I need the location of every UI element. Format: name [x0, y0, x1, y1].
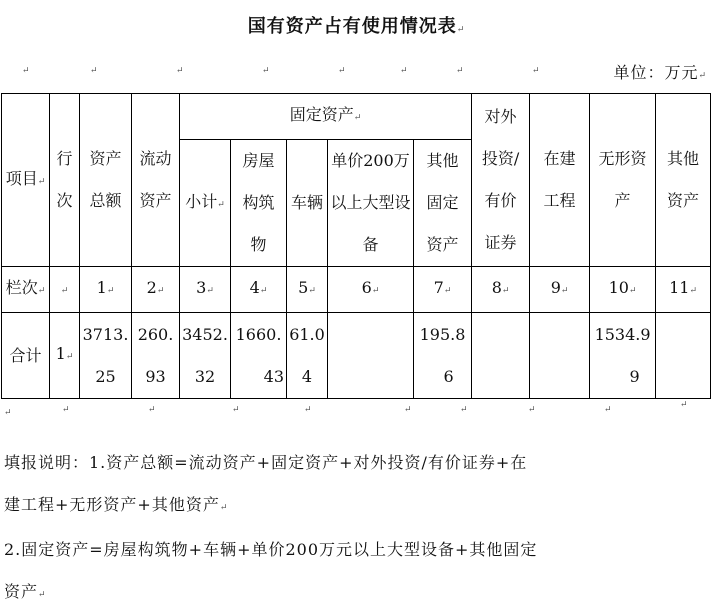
paragraph-mark: ↵: [262, 66, 270, 76]
paragraph-mark: ↵: [528, 405, 536, 415]
large-equipment-value: [328, 313, 414, 399]
paragraph-mark: ↵: [456, 25, 466, 35]
paragraph-mark: ↵: [176, 66, 184, 76]
column-no-10: 10↵: [590, 267, 656, 313]
paragraph-mark: ↵: [338, 66, 346, 76]
column-no-2: 2↵: [132, 267, 180, 313]
paragraph-mark: ↵: [532, 66, 540, 76]
construction-value: [530, 313, 590, 399]
paragraph-mark: ↵: [404, 405, 412, 415]
column-row-label: 栏次↵: [2, 267, 50, 313]
header-item: 项目↵: [2, 94, 50, 267]
vehicles-value: 61.0 4: [287, 313, 328, 399]
column-no-8: 8↵: [472, 267, 530, 313]
paragraph-mark: ↵: [62, 405, 70, 415]
header-intangible: 无形资产: [590, 94, 656, 267]
subtotal-value: 3452. 32: [180, 313, 231, 399]
header-large-equipment: 单价200万以上大型设备: [328, 140, 414, 267]
header-subtotal: 小计↵: [180, 140, 231, 267]
other-fixed-value: 195.8 6: [414, 313, 472, 399]
unit-text: 单位：万元: [613, 63, 699, 82]
column-no-11: 11↵: [656, 267, 711, 313]
column-no-9: 9↵: [530, 267, 590, 313]
buildings-value: 1660. 43: [231, 313, 287, 399]
column-row-empty: ↵: [50, 267, 80, 313]
paragraph-mark: ↵: [400, 66, 408, 76]
other-assets-value: [656, 313, 711, 399]
paragraph-mark: ↵: [22, 66, 30, 76]
header-investments: 对外投资/有价证券: [472, 94, 530, 267]
header-total-assets: 资产总额: [80, 94, 132, 267]
notes-section: [4, 442, 704, 616]
note-line: 填报说明：1.资产总额=流动资产+固定资产+对外投资/有价证券+在: [4, 453, 528, 472]
header-construction: 在建工程: [530, 94, 590, 267]
title-text: 国有资产占有使用情况表: [247, 16, 457, 37]
header-current-assets: 流动资产: [132, 94, 180, 267]
column-no-4: 4↵: [231, 267, 287, 313]
header-other-fixed: 其他固定资产: [414, 140, 472, 267]
paragraph-mark: ↵: [460, 405, 468, 415]
header-fixed-assets: 固定资产↵: [180, 94, 472, 140]
paragraph-mark: ↵: [90, 66, 98, 76]
page-title: [0, 12, 713, 38]
header-buildings: 房屋构筑物: [231, 140, 287, 267]
asset-table: [1, 93, 711, 399]
paragraph-mark: ↵: [232, 405, 240, 415]
column-no-3: 3↵: [180, 267, 231, 313]
investments-value: [472, 313, 530, 399]
total-row-label: 合计: [2, 313, 50, 399]
column-no-1: 1↵: [80, 267, 132, 313]
paragraph-mark: ↵: [304, 405, 312, 415]
paragraph-mark: ↵: [4, 408, 12, 418]
column-no-7: 7↵: [414, 267, 472, 313]
note-line: 资产↵: [4, 582, 47, 601]
paragraph-mark: ↵: [698, 71, 707, 81]
header-vehicles: 车辆: [287, 140, 328, 267]
header-row-no: 行次: [50, 94, 80, 267]
total-assets-value: 3713. 25: [80, 313, 132, 399]
intangible-value: 1534.9 9: [590, 313, 656, 399]
note-line: 2.固定资产=房屋构筑物+车辆+单价200万元以上大型设备+其他固定: [4, 540, 538, 559]
paragraph-mark: ↵: [456, 66, 464, 76]
note-line: 建工程+无形资产+其他资产↵: [4, 495, 229, 514]
total-row-no: 1↵: [50, 313, 80, 399]
paragraph-mark: ↵: [680, 400, 688, 410]
header-other-assets: 其他资产: [656, 94, 711, 267]
unit-label: [613, 60, 707, 83]
paragraph-mark: ↵: [148, 405, 156, 415]
column-no-6: 6↵: [328, 267, 414, 313]
column-no-5: 5↵: [287, 267, 328, 313]
paragraph-mark: ↵: [604, 405, 612, 415]
current-assets-value: 260. 93: [132, 313, 180, 399]
